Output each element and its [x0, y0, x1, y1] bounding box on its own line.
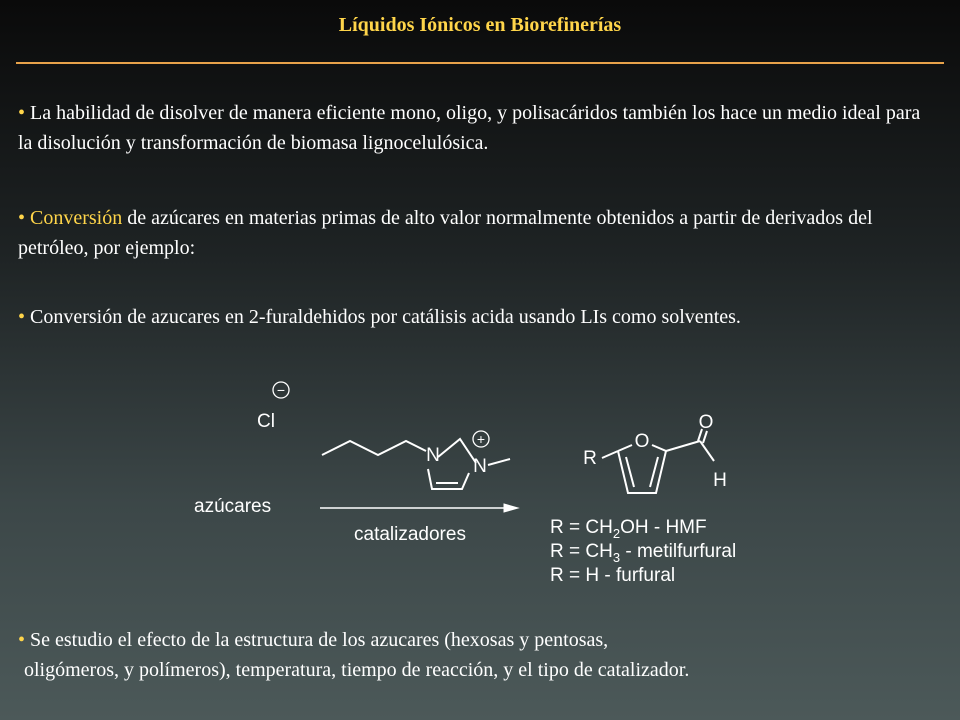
butyl-chain — [322, 441, 426, 455]
furan-double-bond-right — [650, 457, 658, 487]
bullet-4-marker: • — [18, 629, 26, 651]
furan-double-bond-left — [626, 457, 634, 487]
atom-n2: N — [473, 456, 487, 477]
bullet-2-marker: • — [18, 207, 26, 229]
catalyst-label: catalizadores — [354, 524, 466, 545]
title-divider — [16, 62, 944, 64]
furan-ring — [618, 445, 666, 493]
product-furfural: R = H - furfural — [550, 565, 676, 586]
bullet-4 — [18, 625, 928, 685]
anion-charge: − — [276, 382, 286, 398]
atom-h: H — [713, 470, 727, 491]
bullet-1-marker: • — [18, 102, 26, 124]
bullet-2-text: de azúcares en materias primas de alto valor normalmente obtenidos a partir de derivados del petróleo, por ejemplo: — [18, 207, 873, 259]
bullet-2-highlight: Conversión — [30, 207, 123, 229]
bullet-3 — [18, 302, 928, 332]
n-methyl-bond — [488, 459, 510, 465]
bullet-4-line1: Se estudio el efecto de la estructura de los azucares (hexosas y pentosas, — [30, 629, 609, 651]
bullet-3-text: Conversión de azucares en 2-furaldehidos por catálisis acida usando LIs como solventes. — [30, 306, 741, 328]
atom-r: R — [583, 448, 597, 469]
atom-n1: N — [426, 445, 440, 466]
bullet-1-text: La habilidad de disolver de manera eficiente mono, oligo, y polisacáridos también los hace un medio ideal para la disolución y transformación de biomasa lignocelulósica. — [18, 102, 921, 154]
reaction-arrow-head — [504, 504, 518, 512]
product-metilfurfural: $R = CH_3$ - metilfurfural — [550, 541, 737, 565]
atom-o-carbonyl: O — [698, 412, 714, 433]
aldehyde-h-bond — [700, 441, 714, 461]
anion-label: Cl — [257, 411, 275, 432]
atom-o-ring: O — [634, 431, 650, 452]
bullet-3-marker: • — [18, 306, 26, 328]
slide-title: Líquidos Iónicos en Biorefinerías — [338, 14, 622, 36]
cation-charge: + — [476, 431, 486, 447]
reaction-scheme — [170, 365, 810, 595]
reactant-label: azúcares — [194, 496, 272, 517]
bullet-1 — [18, 98, 928, 158]
aldehyde-bond — [666, 441, 700, 451]
r-bond — [602, 451, 618, 458]
product-hmf: $R = CH_2OH$ - HMF — [550, 517, 707, 541]
bullet-2 — [18, 203, 928, 263]
bullet-4-line2: oligómeros, y polímeros), temperatura, tiempo de reacción, y el tipo de catalizador. — [24, 659, 690, 681]
